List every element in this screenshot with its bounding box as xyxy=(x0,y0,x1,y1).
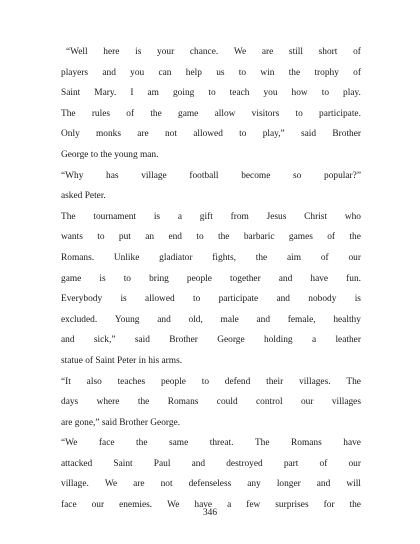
paragraph xyxy=(61,207,361,372)
paragraph xyxy=(61,433,361,515)
text-line: George to the young man. xyxy=(61,149,159,160)
text-line: village. We are not defenseless any longer and will xyxy=(61,479,361,490)
text-line: Saint Mary. I am going to teach you how to play. xyxy=(61,88,361,99)
text-line: wants to put an end to the barbaric games of the xyxy=(61,232,361,243)
text-line: are gone,” said Brother George. xyxy=(61,417,181,428)
text-line: asked Peter. xyxy=(61,191,106,202)
text-line: “It also teaches people to defend their villages. The xyxy=(61,376,361,387)
text-line: excluded. Young and old, male and female, healthy xyxy=(61,314,361,325)
text-line: face our enemies. We have a few surprises for the xyxy=(61,500,361,511)
page-number: 346 xyxy=(202,508,218,518)
paragraph xyxy=(61,372,361,434)
text-line: “Well here is your chance. We are still short of xyxy=(66,47,361,57)
text-line: The tournament is a gift from Jesus Christ who xyxy=(61,211,361,222)
body-text xyxy=(61,42,361,516)
text-line: attacked Saint Paul and destroyed part of our xyxy=(61,458,361,469)
text-line: Everybody is allowed to participate and nobody is xyxy=(61,294,361,305)
text-line: statue of Saint Peter in his arms. xyxy=(61,355,183,366)
text-line: Only monks are not allowed to play,” said Brother xyxy=(61,129,361,140)
text-line: days where the Romans could control our villages xyxy=(61,397,361,408)
text-line: game is to bring people together and have fun. xyxy=(61,273,361,284)
text-line: The rules of the game allow visitors to participate. xyxy=(61,108,361,119)
paragraph xyxy=(61,166,361,207)
text-line: players and you can help us to win the trophy of xyxy=(61,67,361,78)
text-line: and sick,” said Brother George holding a leather xyxy=(61,335,361,346)
text-line: “Why has village football become so popular?” xyxy=(61,170,361,181)
text-line: Romans. Unlike gladiator fights, the aim of our xyxy=(61,252,361,263)
text-line: “We face the same threat. The Romans have xyxy=(61,438,361,449)
paragraph xyxy=(61,42,361,166)
